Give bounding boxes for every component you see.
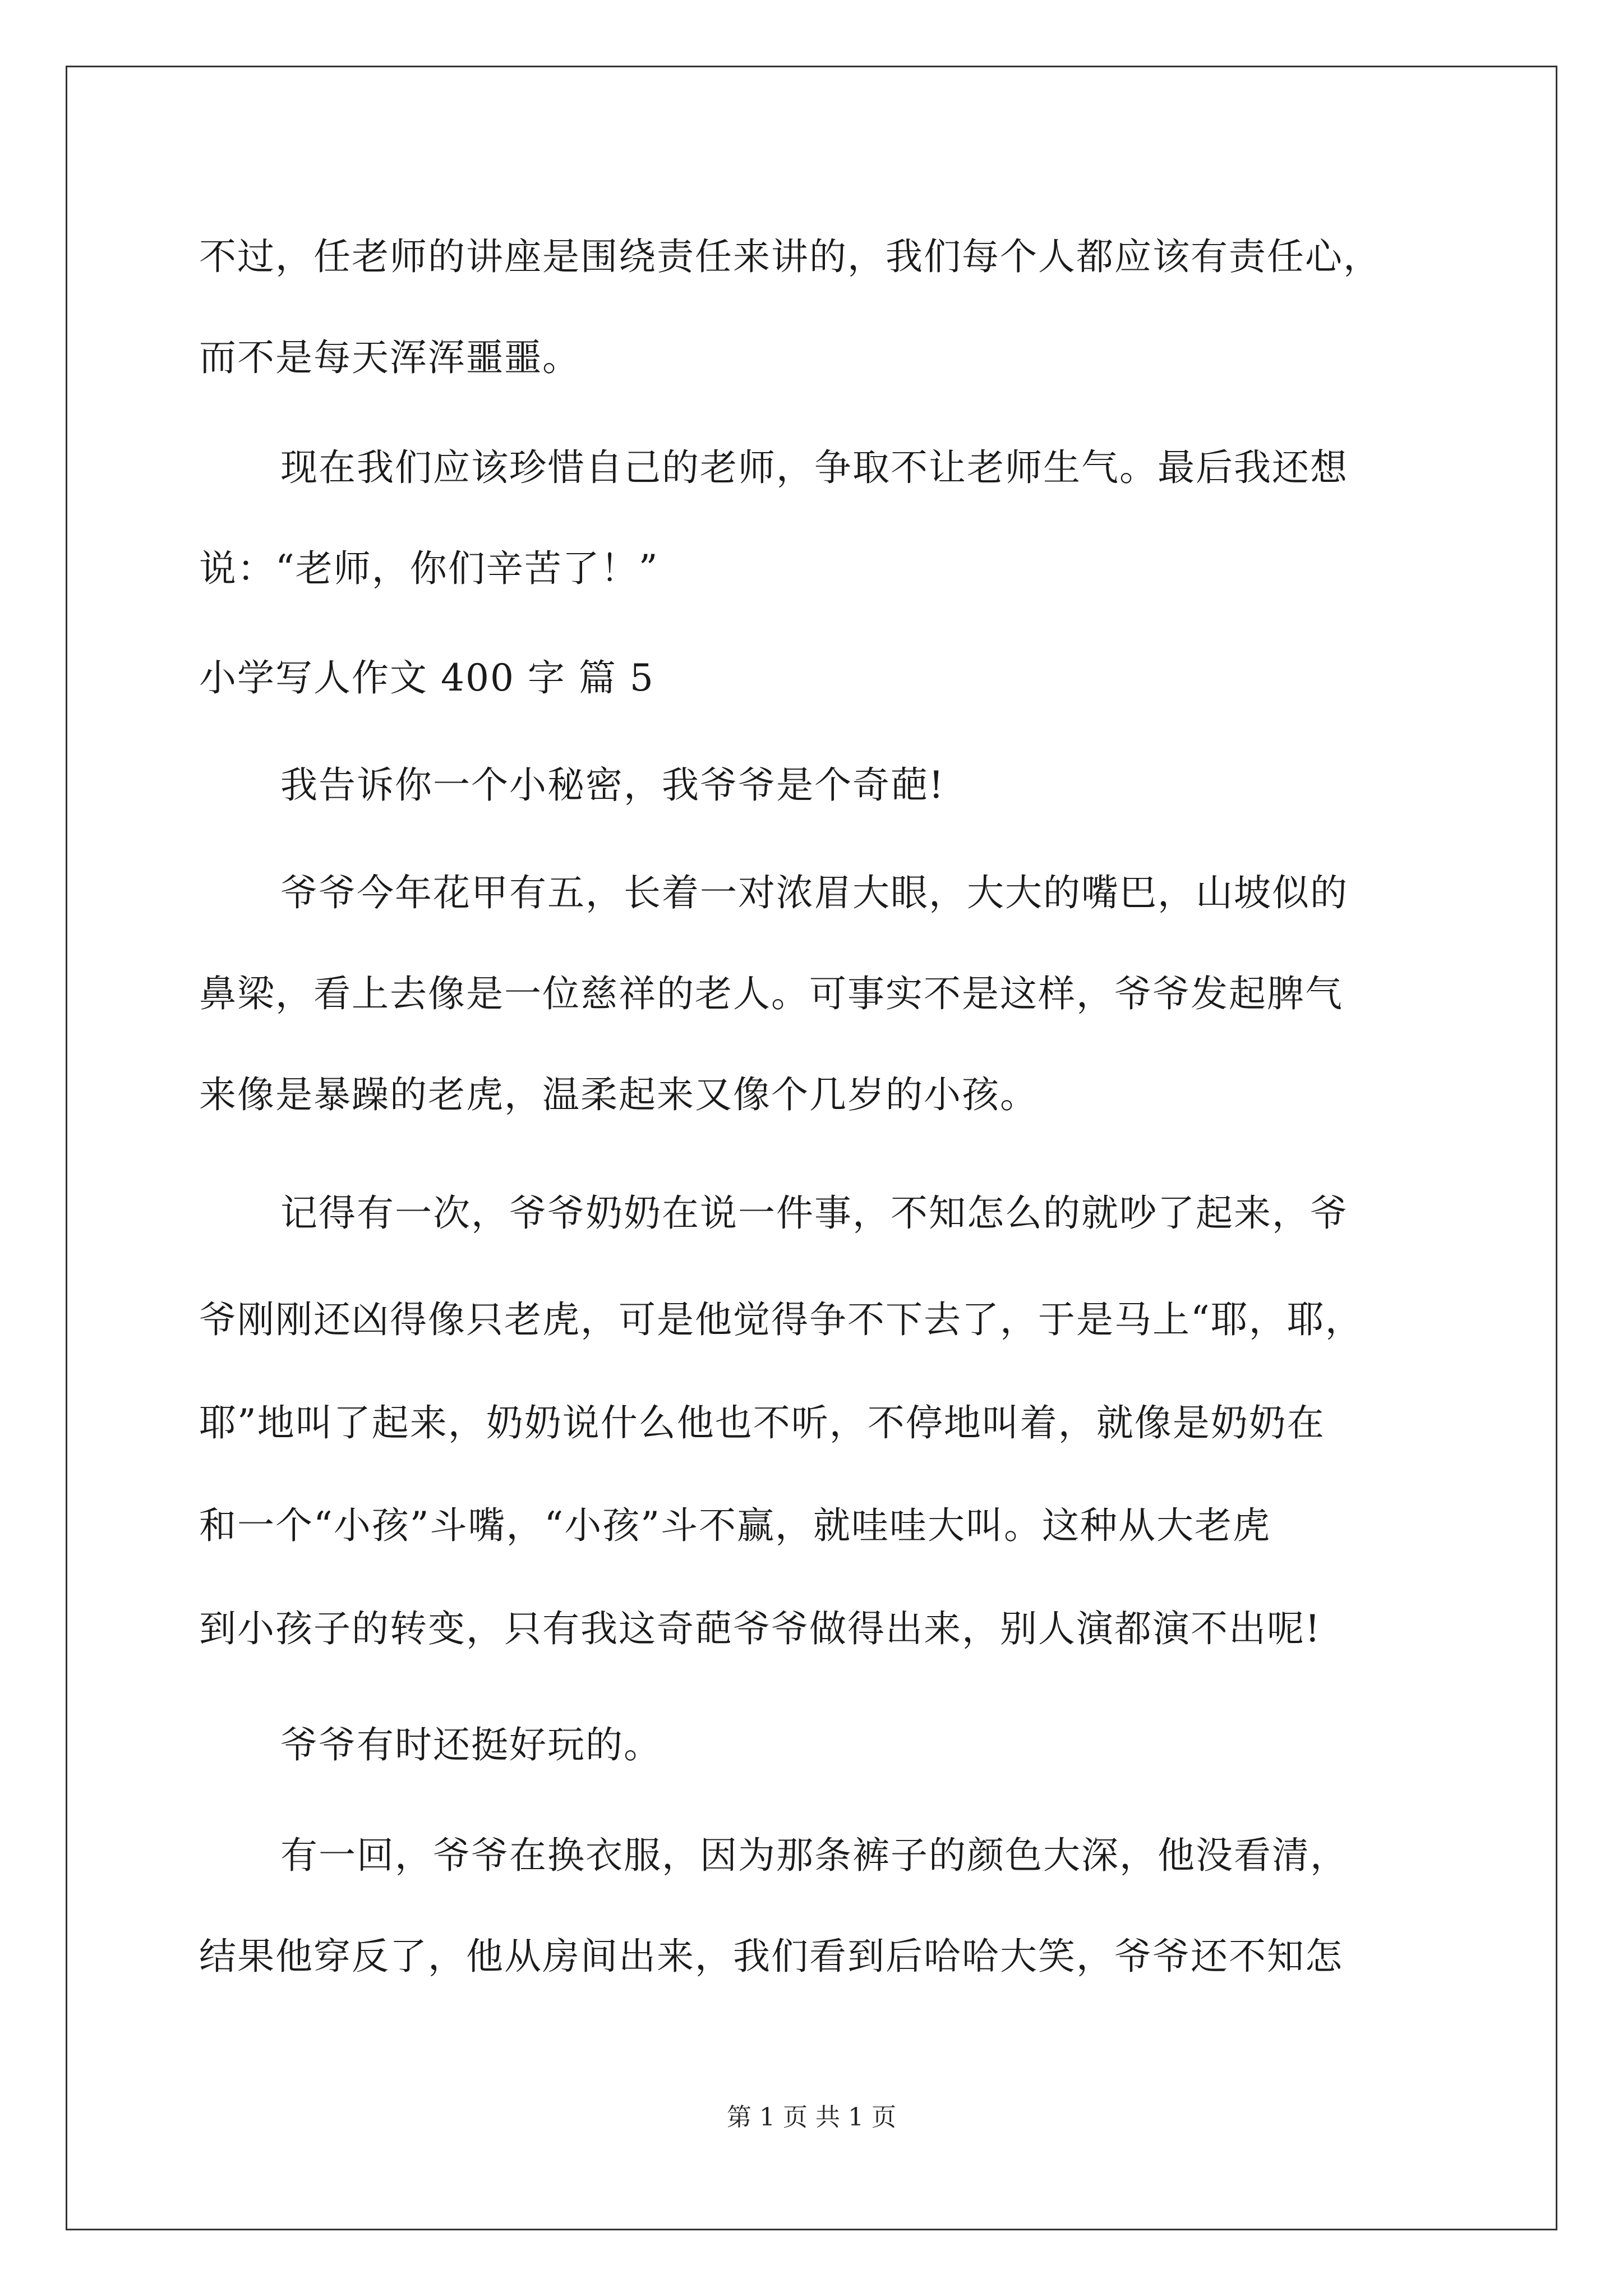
text-line: 和一个“小孩”斗嘴，“小孩”斗不赢，就哇哇大叫。这种从大老虎 <box>199 1504 1271 1547</box>
text-line: 到小孩子的转变，只有我这奇葩爷爷做得出来，别人演都演不出呢! <box>199 1607 1321 1650</box>
text-line: 而不是每天浑浑噩噩。 <box>199 336 580 379</box>
text-line: 来像是暴躁的老虎，温柔起来又像个几岁的小孩。 <box>199 1073 1038 1116</box>
text-line: 我告诉你一个小秘密，我爷爷是个奇葩! <box>280 763 945 807</box>
page-border <box>66 66 1557 2230</box>
text-line: 现在我们应该珍惜自己的老师，争取不让老师生气。最后我还想 <box>280 446 1348 489</box>
text-line: 有一回，爷爷在换衣服，因为那条裤子的颜色大深，他没看清， <box>280 1834 1348 1877</box>
text-line: 耶”地叫了起来，奶奶说什么他也不听，不停地叫着，就像是奶奶在 <box>199 1401 1325 1444</box>
text-line: 不过，任老师的讲座是围绕责任来讲的，我们每个人都应该有责任心， <box>199 235 1381 278</box>
text-line: 爷爷今年花甲有五，长着一对浓眉大眼，大大的嘴巴，山坡似的 <box>280 871 1348 914</box>
text-line: 记得有一次，爷爷奶奶在说一件事，不知怎么的就吵了起来，爷 <box>280 1191 1348 1235</box>
text-line: 爷爷有时还挺好玩的。 <box>280 1723 662 1766</box>
text-line: 结果他穿反了，他从房间出来，我们看到后哈哈大笑，爷爷还不知怎 <box>199 1935 1343 1978</box>
text-line: 爷刚刚还凶得像只老虎，可是他觉得争不下去了，于是马上“耶，耶， <box>199 1298 1363 1341</box>
section-heading: 小学写人作文 400 字 篇 5 <box>199 656 654 700</box>
text-line: 鼻梁，看上去像是一位慈祥的老人。可事实不是这样，爷爷发起脾气 <box>199 972 1343 1015</box>
page-footer: 第 1 页 共 1 页 <box>727 2103 896 2132</box>
text-line: 说：“老师，你们辛苦了！” <box>199 547 659 590</box>
